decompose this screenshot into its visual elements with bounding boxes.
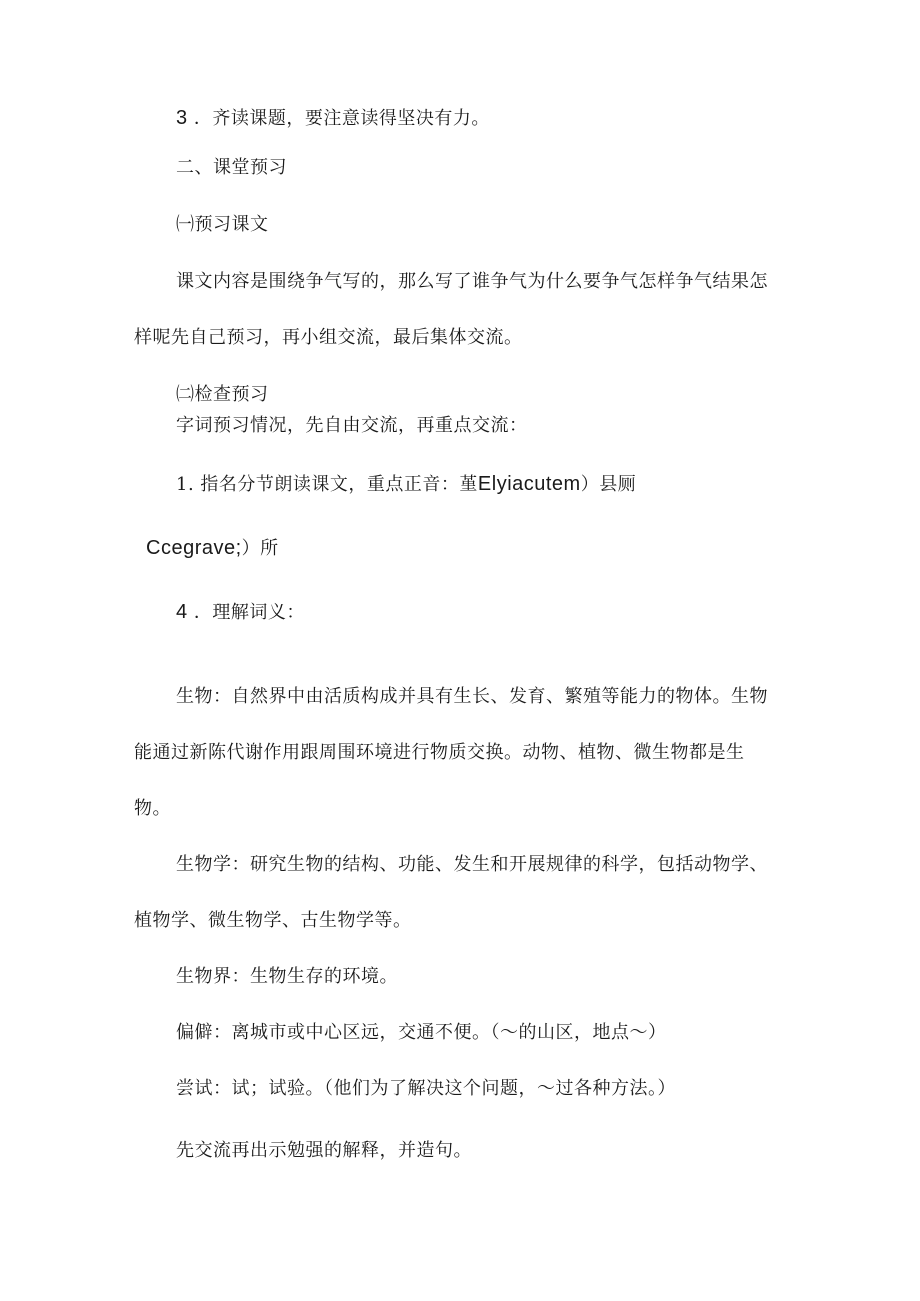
item-1-prefix: 1. 指名分节朗读课文，重点正音：堇 (176, 474, 478, 495)
check-intro: 字词预习情况，先自由交流，再重点交流： (176, 415, 528, 436)
definition-shengwu-line-1: 生物：自然界中由活质构成并具有生长、发育、繁殖等能力的物体。生物 (176, 686, 768, 707)
item-3 (176, 106, 490, 131)
item-4-number: 4 (176, 601, 188, 623)
closing-line: 先交流再出示勉强的解释，并造句。 (176, 1140, 472, 1161)
item-1 (176, 472, 636, 497)
section-2-heading: 二、课堂预习 (176, 157, 287, 178)
preview-paragraph-line-1: 课文内容是围绕争气写的，那么写了谁争气为什么要争气怎样争气结果怎 (176, 271, 768, 292)
definition-shengwu-line-3: 物。 (134, 798, 171, 819)
definition-shengwuxue-line-2: 植物学、微生物学、古生物学等。 (134, 910, 412, 931)
definition-shengwujie: 生物界：生物生存的环境。 (176, 966, 398, 987)
item-4-text: ．理解词义： (193, 602, 305, 623)
item-3-number: 3 (176, 107, 188, 129)
subsection-1-heading: ㈠预习课文 (176, 214, 269, 235)
definition-shengwuxue-line-1: 生物学：研究生物的结构、功能、发生和开展规律的科学，包括动物学、 (176, 854, 768, 875)
item-3-text: ．齐读课题，要注意读得坚决有力。 (193, 108, 490, 129)
item-1-continuation (146, 536, 279, 561)
subsection-2-heading: ㈡检查预习 (176, 384, 269, 405)
item-4 (176, 600, 305, 625)
item-1-latin: Elyiacutem (477, 473, 581, 495)
definition-changshi: 尝试：试；试验。（他们为了解决这个问题，～过各种方法。） (176, 1078, 676, 1099)
definition-pianpi: 偏僻：离城市或中心区远，交通不便。（～的山区，地点～） (176, 1022, 667, 1043)
item-1-cont-suffix: ）所 (241, 538, 279, 559)
preview-paragraph-line-2: 样呢先自己预习，再小组交流，最后集体交流。 (134, 327, 523, 348)
item-1-suffix: ）县厕 (580, 474, 637, 495)
item-1-cont-latin: Ccegrave; (146, 537, 242, 559)
definition-shengwu-line-2: 能通过新陈代谢作用跟周围环境进行物质交换。动物、植物、微生物都是生 (134, 742, 745, 763)
